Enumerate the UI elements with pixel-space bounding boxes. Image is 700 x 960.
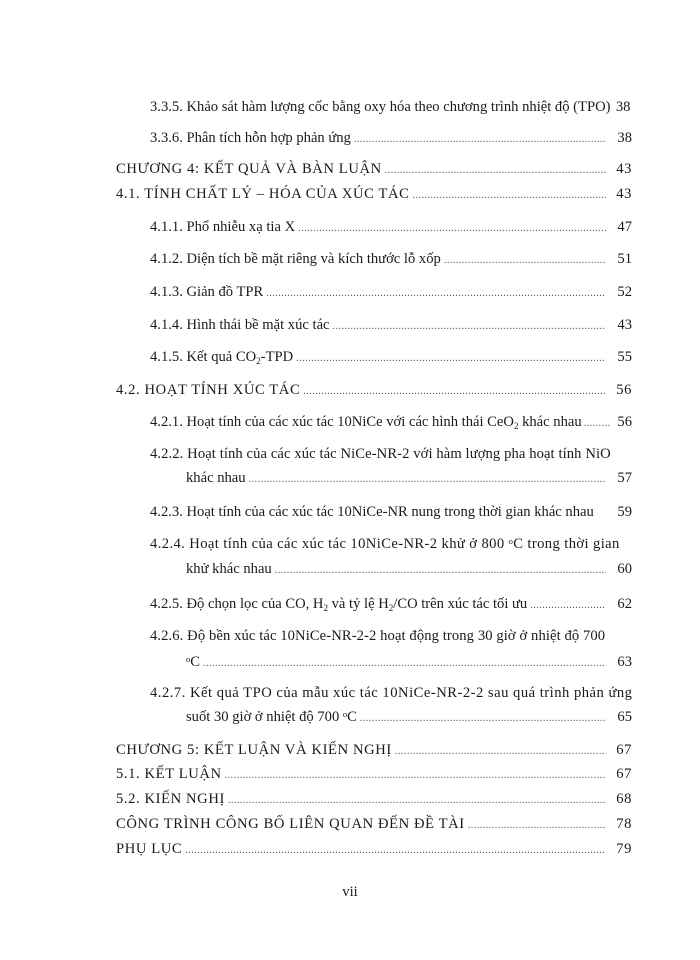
toc-entry-4-1-5[interactable] bbox=[150, 348, 632, 368]
toc-page-number: 78 bbox=[616, 816, 632, 832]
toc-page-number: 56 bbox=[617, 414, 632, 430]
toc-entry-4-1-4[interactable] bbox=[150, 316, 632, 336]
toc-page-number: 79 bbox=[616, 841, 632, 857]
toc-page-number: 67 bbox=[616, 766, 632, 782]
toc-entry-4-2-6[interactable] bbox=[186, 653, 632, 673]
page-number-footer: vii bbox=[342, 884, 358, 900]
toc-entry-4-2-4[interactable] bbox=[186, 560, 632, 580]
label-part: và tỷ lệ H bbox=[327, 596, 389, 612]
toc-entry-4-2-3[interactable] bbox=[150, 503, 632, 521]
toc-entry-4-2-7[interactable] bbox=[186, 708, 632, 728]
toc-page-number: 47 bbox=[617, 219, 632, 235]
toc-page-number: 68 bbox=[616, 791, 632, 807]
toc-entry-label: 4.1.4. Hình thái bề mặt xúc tác bbox=[150, 317, 330, 333]
dot-leader bbox=[296, 350, 606, 368]
dot-leader bbox=[530, 597, 606, 615]
dot-leader bbox=[303, 383, 606, 401]
toc-entry-label: ᵒC bbox=[186, 654, 200, 670]
dot-leader bbox=[185, 842, 606, 860]
toc-page-number: 43 bbox=[617, 317, 632, 333]
toc-entry-4-2-5[interactable] bbox=[150, 595, 632, 615]
toc-page-number: 65 bbox=[617, 709, 632, 725]
toc-page-number: 43 bbox=[616, 186, 632, 202]
dot-leader bbox=[298, 220, 606, 238]
dot-leader bbox=[225, 767, 606, 785]
label-part: 4.1.5. Kết quả CO bbox=[150, 349, 257, 365]
subscript: 2 bbox=[256, 356, 261, 366]
toc-entry-4-2-7-line1[interactable]: 4.2.7. Kết quả TPO của mẫu xúc tác 10NiCe-NR-2-2 sau quá trình phản ứng bbox=[150, 685, 633, 701]
toc-entry-label: 5.2. KIẾN NGHỊ bbox=[116, 791, 225, 807]
subscript: 2 bbox=[323, 603, 328, 613]
toc-page-number: 51 bbox=[617, 251, 632, 267]
toc-page-number: 56 bbox=[616, 382, 632, 398]
toc-entry-label: 4.1. TÍNH CHẤT LÝ – HÓA CỦA XÚC TÁC bbox=[116, 186, 410, 202]
toc-entry-label: CÔNG TRÌNH CÔNG BỐ LIÊN QUAN ĐẾN ĐỀ TÀI bbox=[116, 816, 465, 832]
toc-entry-appendix[interactable] bbox=[116, 840, 632, 860]
toc-entry-4-1-2[interactable] bbox=[150, 250, 632, 270]
toc-entry-publications[interactable] bbox=[116, 815, 632, 835]
subscript: 2 bbox=[513, 421, 519, 431]
toc-entry-5-1[interactable] bbox=[116, 765, 632, 785]
toc-entry-label: 4.2.3. Hoạt tính của các xúc tác 10NiCe-NR nung trong thời gian khác nhau bbox=[150, 504, 594, 520]
toc-page-number: 63 bbox=[617, 654, 632, 670]
subscript: 2 bbox=[388, 603, 394, 613]
toc-entry-label: khác nhau bbox=[186, 470, 246, 486]
toc-page-number: 59 bbox=[617, 504, 632, 520]
toc-entry-4-1-1[interactable] bbox=[150, 218, 632, 238]
toc-entry-label: 4.1.2. Diện tích bề mặt riêng và kích thước lỗ xốp bbox=[150, 251, 441, 267]
toc-entry-4-1[interactable] bbox=[116, 185, 632, 205]
toc-entry-label: 5.1. KẾT LUẬN bbox=[116, 766, 222, 782]
toc-entry-4-2-2-line1[interactable]: 4.2.2. Hoạt tính của các xúc tác NiCe-NR-2 với hàm lượng pha hoạt tính NiO bbox=[150, 446, 611, 462]
toc-page-number: 38 bbox=[617, 130, 632, 146]
label-part: -TPD bbox=[260, 349, 294, 365]
toc-page-number: 57 bbox=[617, 470, 632, 486]
dot-leader bbox=[385, 162, 606, 180]
toc-entry-4-2[interactable] bbox=[116, 381, 632, 401]
toc-page-number: 67 bbox=[616, 742, 632, 758]
toc-page-number: 52 bbox=[617, 284, 632, 300]
toc-entry-5-2[interactable] bbox=[116, 790, 632, 810]
dot-leader bbox=[266, 285, 606, 303]
toc-entry-label: CHƯƠNG 5: KẾT LUẬN VÀ KIẾN NGHỊ bbox=[116, 742, 392, 758]
toc-entry-label: 4.1.3. Giản đồ TPR bbox=[150, 284, 264, 300]
toc-page-number: 60 bbox=[617, 561, 632, 577]
toc-entry-label bbox=[150, 413, 582, 431]
toc-entry-label: PHỤ LỤC bbox=[116, 841, 183, 857]
dot-leader bbox=[444, 252, 606, 270]
label-part: 4.2.5. Độ chọn lọc của CO, H bbox=[150, 596, 324, 612]
dot-leader bbox=[468, 817, 606, 835]
toc-entry-label: khử khác nhau bbox=[186, 561, 272, 577]
toc-page-number: 62 bbox=[617, 596, 632, 612]
dot-leader bbox=[203, 655, 606, 673]
toc-entry-3-3-5[interactable] bbox=[150, 98, 634, 116]
label-part: khác nhau bbox=[518, 414, 582, 430]
label-part: /CO trên xúc tác tối ưu bbox=[393, 596, 528, 612]
toc-page-number: 43 bbox=[616, 161, 632, 177]
toc-entry-label: 4.2. HOẠT TÍNH XÚC TÁC bbox=[116, 382, 301, 398]
toc-entry-label: suốt 30 giờ ở nhiệt độ 700 ᵒC bbox=[186, 709, 357, 725]
toc-entry-4-2-2[interactable] bbox=[186, 469, 632, 489]
toc-entry-chapter-4[interactable] bbox=[116, 160, 632, 180]
toc-entry-label bbox=[150, 348, 293, 366]
toc-entry-4-2-1[interactable] bbox=[150, 413, 632, 433]
toc-entry-4-2-4-line1[interactable]: 4.2.4. Hoạt tính của các xúc tác 10NiCe-NR-2 khử ở 800 ᵒC trong thời gian bbox=[150, 536, 620, 552]
toc-entry-label bbox=[150, 595, 527, 613]
toc-entry-3-3-6[interactable] bbox=[150, 129, 632, 149]
toc-page-number: 55 bbox=[617, 349, 632, 365]
label-part: 4.2.1. Hoạt tính của các xúc tác 10NiCe với các hình thái CeO bbox=[150, 414, 514, 430]
toc-entry-label: 3.3.5. Khảo sát hàm lượng cốc bằng oxy hóa theo chương trình nhiệt độ (TPO) bbox=[150, 99, 611, 115]
dot-leader bbox=[333, 318, 606, 336]
dot-leader bbox=[395, 743, 606, 761]
dot-leader bbox=[228, 792, 606, 810]
dot-leader bbox=[412, 187, 606, 205]
toc-entry-label: CHƯƠNG 4: KẾT QUẢ VÀ BÀN LUẬN bbox=[116, 161, 382, 177]
dot-leader bbox=[275, 562, 606, 580]
toc-entry-label: 4.1.1. Phổ nhiễu xạ tia X bbox=[150, 219, 296, 235]
toc-entry-4-1-3[interactable] bbox=[150, 283, 632, 303]
toc-entry-chapter-5[interactable] bbox=[116, 741, 632, 761]
toc-page-number: 38 bbox=[615, 99, 631, 115]
toc-entry-4-2-6-line1[interactable]: 4.2.6. Độ bền xúc tác 10NiCe-NR-2-2 hoạt động trong 30 giờ ở nhiệt độ 700 bbox=[150, 628, 606, 644]
toc-entry-label: 3.3.6. Phân tích hỗn hợp phản ứng bbox=[150, 130, 351, 146]
dot-leader bbox=[249, 471, 606, 489]
dot-leader bbox=[354, 131, 606, 149]
dot-leader bbox=[360, 710, 606, 728]
dot-leader bbox=[584, 415, 611, 433]
